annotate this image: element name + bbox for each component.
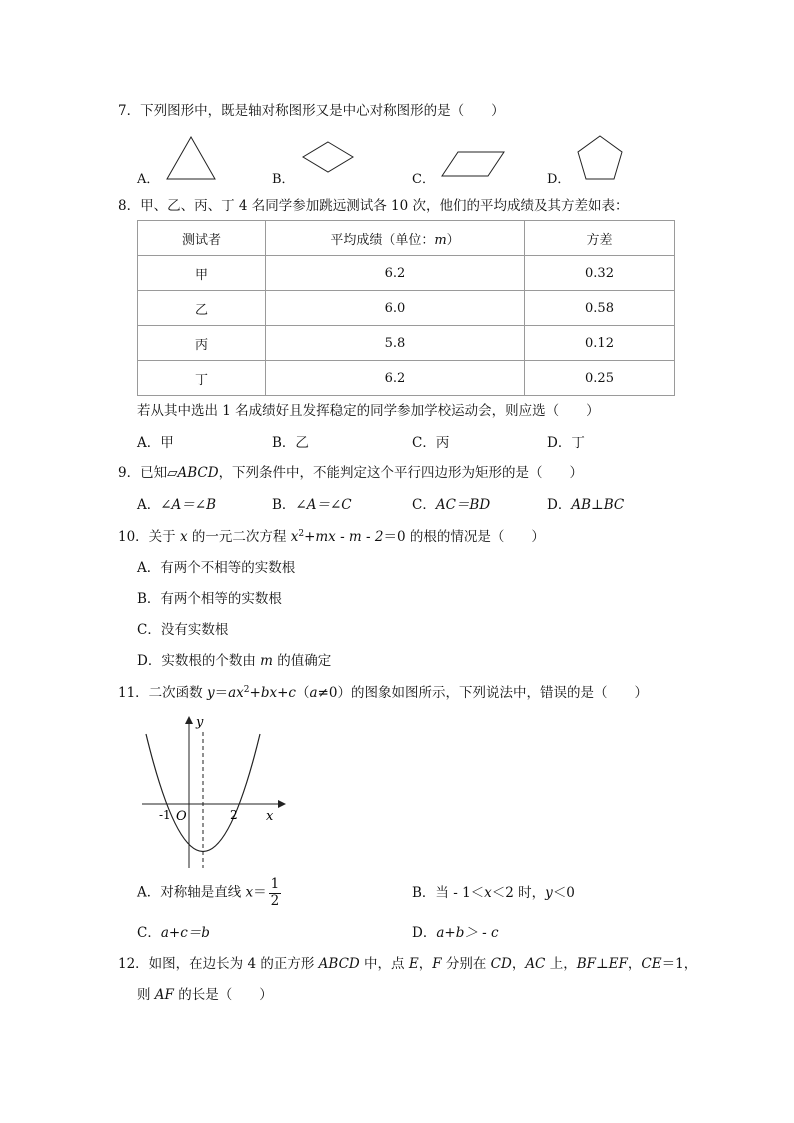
table-cell: 6.2 [266, 256, 525, 291]
tick-label-two: 2 [230, 808, 238, 822]
parallelogram-symbol-icon: ▱ [167, 465, 178, 481]
q9-option-d: D．AB⊥BC [547, 497, 625, 513]
q11-option-a: A．对称轴是直线 x＝ $\frac{1}{2}$ [137, 876, 280, 909]
q7-option-d-label: D． [547, 172, 571, 187]
triangle-icon [165, 135, 217, 181]
q8-option-c: C．丙 [412, 435, 450, 451]
table-row [138, 361, 675, 396]
table-cell: 丙 [138, 326, 266, 361]
q11-option-b: B．当 - 1＜x＜2 时，y＜0 [412, 885, 575, 901]
q10-option-b: B．有两个相等的实数根 [137, 591, 282, 607]
table-cell: 6.2 [266, 361, 525, 396]
q10-stem: 10．关于 x 的一元二次方程 $x^2+mx - m - 2=0$ 的根的情况是（ ） [118, 529, 545, 545]
table-cell: 丁 [138, 361, 266, 396]
table-cell: 0.12 [525, 326, 675, 361]
q10-option-c: C．没有实数根 [137, 622, 229, 638]
q12-stem-line2: 则 AF 的长是（ ） [137, 987, 273, 1003]
table-row [138, 291, 675, 326]
q7-option-b-label: B． [272, 172, 295, 187]
q7-stem: 7．下列图形中，既是轴对称图形又是中心对称图形的是（ ） [118, 103, 505, 119]
table-header-cell: 方差 [525, 221, 675, 256]
q11-stem: 11．二次函数 $y=ax^2+bx+c(a\ne 0)$的图象如图所示，下列说法中，错误的是（ ） [118, 685, 648, 701]
table-row [138, 256, 675, 291]
scores-table [137, 220, 675, 396]
q10-option-a: A．有两个不相等的实数根 [137, 560, 296, 576]
x-axis-arrow-icon [278, 800, 286, 808]
q8-option-a: A．甲 [137, 435, 174, 451]
q9-option-b: B．∠A＝∠C [272, 497, 352, 513]
table-cell: 甲 [138, 256, 266, 291]
q12-stem-line1: 12．如图，在边长为 4 的正方形 ABCD 中，点 E，F 分别在 CD，AC 上，BF⊥EF，CE＝1， [118, 956, 698, 972]
table-header-cell: 平均成绩（单位：m） [266, 221, 525, 256]
table-cell: 5.8 [266, 326, 525, 361]
table-header-row [138, 221, 675, 256]
table-cell: 0.58 [525, 291, 675, 326]
q7-option-a-label: A． [137, 172, 160, 187]
table-cell: 0.25 [525, 361, 675, 396]
rhombus-icon [301, 140, 355, 174]
q11-option-d: D．a+b＞ - c [412, 925, 499, 941]
q11-option-c: C．a+c＝b [137, 925, 210, 941]
table-cell: 乙 [138, 291, 266, 326]
pentagon-icon [575, 134, 625, 182]
table-header-cell: 测试者 [138, 221, 266, 256]
x-axis-label: x [266, 809, 274, 824]
q9-option-a: A．∠A＝∠B [137, 497, 217, 513]
q9-option-c: C．AC＝BD [412, 497, 491, 513]
parallelogram-icon [440, 150, 506, 178]
parabola-graph [138, 712, 288, 872]
q7-option-c-label: C． [412, 172, 435, 187]
table-cell: 0.32 [525, 256, 675, 291]
q8-option-b: B．乙 [272, 435, 309, 451]
table-cell: 6.0 [266, 291, 525, 326]
q8-stem: 8．甲、乙、丙、丁 4 名同学参加跳远测试各 10 次，他们的平均成绩及其方差如表： [118, 198, 629, 214]
q9-stem: 9．已知▱ABCD，下列条件中，不能判定这个平行四边形为矩形的是（ ） [118, 465, 584, 481]
table-row [138, 326, 675, 361]
q10-option-d: D．实数根的个数由 m 的值确定 [137, 653, 332, 669]
tick-label-neg-one: -1 [159, 808, 171, 822]
q8-question: 若从其中选出 1 名成绩好且发挥稳定的同学参加学校运动会，则应选（ ） [137, 403, 600, 419]
origin-label: O [176, 809, 187, 824]
fraction-one-half: $\frac{1}{2}$ [270, 876, 280, 909]
y-axis-label: y [196, 715, 204, 730]
y-axis-arrow-icon [185, 716, 193, 724]
q8-option-d: D．丁 [547, 435, 585, 451]
